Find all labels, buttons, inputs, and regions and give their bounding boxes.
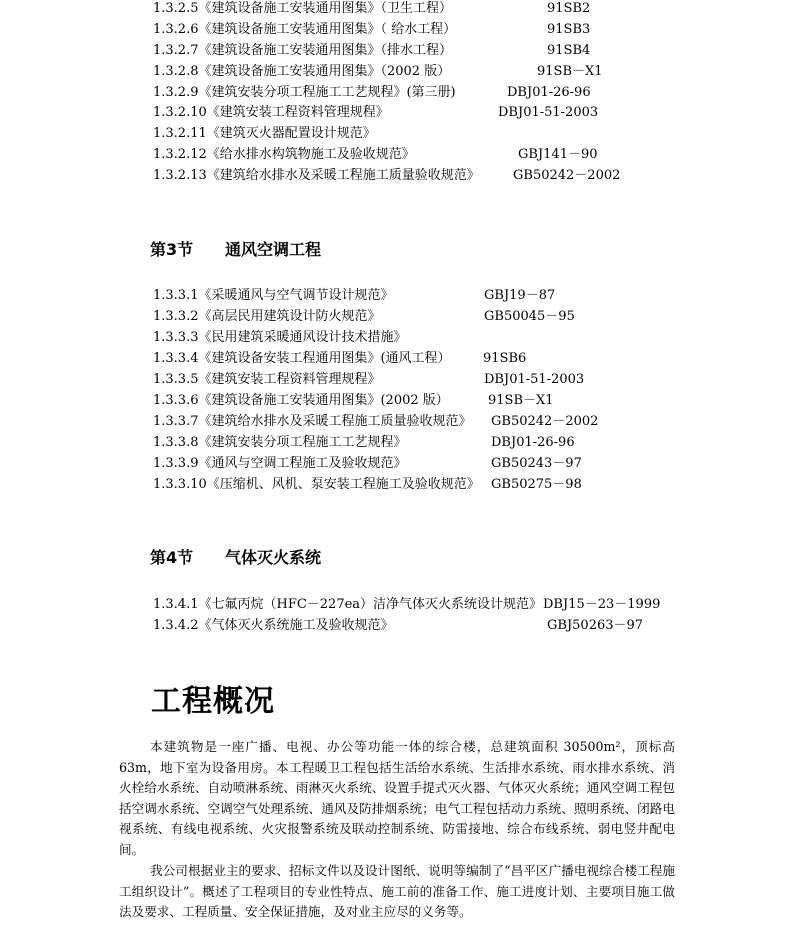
standard-code: 91SB3 (547, 22, 591, 37)
list-item (153, 309, 575, 325)
list-item (153, 85, 591, 101)
list-item (153, 597, 661, 613)
standard-code: DBJ01-26-96 (491, 435, 575, 450)
standard-code: GBJ141－90 (518, 147, 598, 162)
standard-title: 1.3.3.9《通风与空调工程施工及验收规范》 (153, 456, 407, 471)
list-item (153, 414, 599, 430)
standard-title: 1.3.3.8《建筑安装分项工程施工工艺规程》 (153, 435, 407, 450)
standard-title: 1.3.4.1《七氟丙烷（HFC－227ea）洁净气体灭火系统设计规范》 (153, 597, 543, 612)
standard-title: 1.3.2.5《建筑设备施工安装通用图集》（卫生工程） (153, 1, 452, 16)
list-item (153, 372, 585, 388)
standard-code: 91SB2 (547, 1, 591, 16)
standard-code: 91SB－X1 (537, 64, 603, 79)
standard-title: 1.3.2.8《建筑设备施工安装通用图集》（2002 版） (153, 64, 451, 79)
standard-code: GB50242－2002 (513, 168, 621, 183)
standard-code: DBJ01-26-96 (507, 85, 591, 100)
standard-code: GB50275－98 (491, 477, 582, 492)
standard-title: 1.3.2.13《建筑给水排水及采暖工程施工质量验收规范》 (153, 168, 480, 183)
section-title: 通风空调工程 (225, 240, 322, 259)
list-item (153, 456, 582, 472)
list-item (153, 351, 527, 367)
list-item (153, 330, 406, 346)
standard-title: 1.3.3.1《采暖通风与空气调节设计规范》 (153, 288, 394, 303)
section-heading (150, 237, 322, 260)
overview-paragraph: 我公司根据业主的要求、招标文件以及设计图纸、说明等编制了“昌平区广播电视综合楼工程施工组织设计”。概述了工程项目的专业性特点、施工前的准备工作、施工进度计划、主要项目施工做法及要求、工程质量、安全保证措施，及对业主应尽的义务等。 (119, 863, 675, 920)
list-item (153, 105, 599, 121)
standard-code: 91SB4 (547, 43, 591, 58)
list-item (153, 477, 582, 493)
section-heading (150, 545, 322, 568)
standard-title: 1.3.2.6《建筑设备施工安装通用图集》（ 给水工程） (153, 22, 457, 37)
list-item (153, 288, 556, 304)
standard-code: GBJ19－87 (484, 288, 556, 303)
list-item (153, 64, 603, 80)
standard-title: 1.3.3.5《建筑安装工程资料管理规程》 (153, 372, 381, 387)
standard-code: 91SB6 (483, 351, 527, 366)
standard-code: GB50243－97 (491, 456, 582, 471)
standard-title: 1.3.2.11《建筑灭火器配置设计规范》 (153, 126, 376, 141)
section-title: 气体灭火系统 (225, 548, 322, 567)
standard-title: 1.3.2.10《建筑安装工程资料管理规程》 (153, 105, 389, 120)
standard-title: 1.3.3.2《高层民用建筑设计防火规范》 (153, 309, 381, 324)
list-item (153, 126, 376, 142)
standard-title: 1.3.2.9《建筑安装分项工程施工工艺规程》(第三册) (153, 85, 456, 100)
standard-code: GB50242－2002 (491, 414, 599, 429)
standard-title: 1.3.4.2《气体灭火系统施工及验收规范》 (153, 618, 394, 633)
standard-title: 1.3.3.7《建筑给水排水及采暖工程施工质量验收规范》 (153, 414, 472, 429)
list-item (153, 147, 598, 163)
list-item (153, 168, 621, 184)
list-item (153, 618, 644, 634)
standard-code: 91SB－X1 (488, 393, 554, 408)
standard-title: 1.3.2.12《给水排水构筑物施工及验收规范》 (153, 147, 415, 162)
standard-title: 1.3.3.4《建筑设备安装工程通用图集》(通风工程） (153, 351, 451, 366)
overview-paragraph: 本建筑物是一座广播、电视、办公等功能一体的综合楼，总建筑面积 30500m²，顶标高 63m，地下室为设备用房。本工程暖卫工程包括生活给水系统、生活排水系统、雨水排水系统、消火栓给水系统、自动喷淋系统、雨淋灭火系统、设置手提式灭火器、气体灭火系统；通风空调工程包括空调水系统、空调空气处理系统、通风及防排烟系统；电气工程包括动力系统、照明系统、闭路电视系统、有线电视系统、火灾报警系统及联动控制系统、防雷接地、综合布线系统、弱电竖井配电间。 (119, 739, 675, 857)
list-item (153, 43, 591, 59)
section-number: 第4节 (150, 548, 194, 567)
list-item (153, 393, 554, 409)
standard-code: DBJ01-51-2003 (484, 372, 585, 387)
standard-code: DBJ15－23－1999 (543, 597, 661, 612)
standard-title: 1.3.3.6《建筑设备施工安装通用图集》(2002 版） (153, 393, 449, 408)
list-item (153, 22, 591, 38)
list-item (153, 435, 575, 451)
overview-title: 工程概况 (151, 684, 275, 719)
standard-title: 1.3.3.3《民用建筑采暖通风设计技术措施》 (153, 330, 407, 345)
standard-title: 1.3.2.7《建筑设备施工安装通用图集》（排水工程） (153, 43, 452, 58)
section-number: 第3节 (150, 240, 194, 259)
standard-code: GBJ50263－97 (547, 618, 644, 633)
list-item (153, 1, 591, 17)
standard-code: DBJ01-51-2003 (498, 105, 599, 120)
standard-code: GB50045－95 (484, 309, 575, 324)
standard-title: 1.3.3.10《压缩机、风机、泵安装工程施工及验收规范》 (153, 477, 480, 492)
